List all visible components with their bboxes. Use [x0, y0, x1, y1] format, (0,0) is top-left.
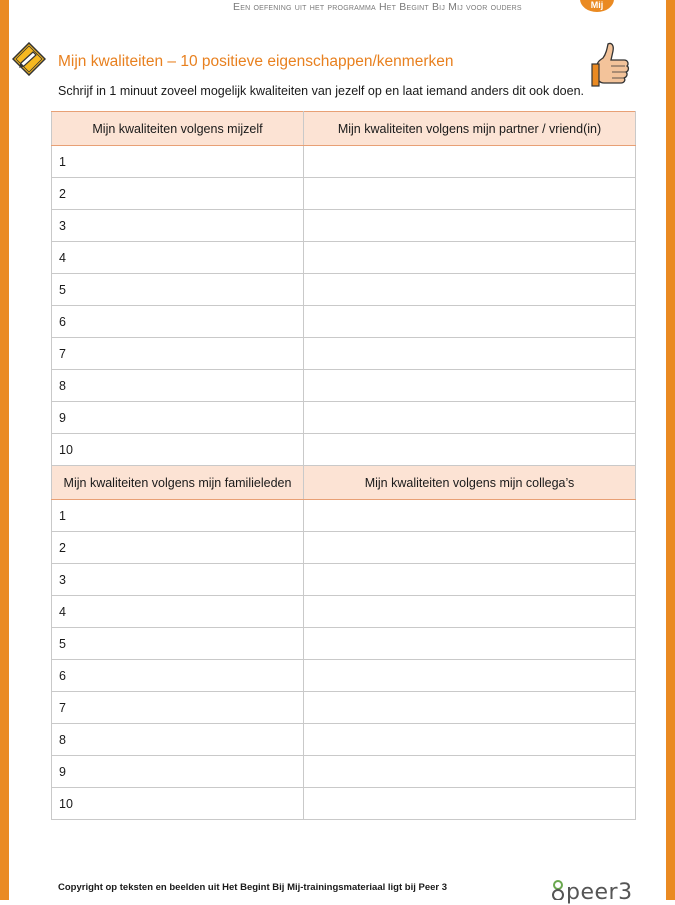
row-number: 1 — [52, 500, 304, 532]
table-row — [52, 306, 636, 338]
row-number: 7 — [52, 692, 304, 724]
table-row — [52, 500, 636, 532]
row-number: 9 — [52, 756, 304, 788]
table-row — [52, 402, 636, 434]
answer-cell[interactable] — [304, 370, 636, 402]
answer-cell[interactable] — [304, 756, 636, 788]
row-number: 7 — [52, 338, 304, 370]
row-number: 5 — [52, 274, 304, 306]
table-row — [52, 756, 636, 788]
page-title: Mijn kwaliteiten – 10 positieve eigenschappen/kenmerken — [58, 53, 454, 70]
table-row — [52, 338, 636, 370]
header-self: Mijn kwaliteiten volgens mijzelf — [52, 112, 304, 146]
table-row — [52, 628, 636, 660]
table-row — [52, 788, 636, 820]
table-row — [52, 596, 636, 628]
answer-cell[interactable] — [304, 274, 636, 306]
table-header-row — [52, 466, 636, 500]
table-row — [52, 146, 636, 178]
peer3-logo-text: peer3 — [566, 880, 633, 905]
answer-cell[interactable] — [304, 210, 636, 242]
row-number: 3 — [52, 564, 304, 596]
answer-cell[interactable] — [304, 242, 636, 274]
row-number: 8 — [52, 370, 304, 402]
row-number: 6 — [52, 306, 304, 338]
answer-cell[interactable] — [304, 628, 636, 660]
header-partner: Mijn kwaliteiten volgens mijn partner / vriend(in) — [304, 112, 636, 146]
qualities-table — [51, 111, 636, 820]
answer-cell[interactable] — [304, 338, 636, 370]
table-header-row — [52, 112, 636, 146]
qualities-table-body — [52, 112, 636, 820]
table-row — [52, 274, 636, 306]
row-number: 6 — [52, 660, 304, 692]
answer-cell[interactable] — [304, 788, 636, 820]
answer-cell[interactable] — [304, 692, 636, 724]
instruction-text: Schrijf in 1 minuut zoveel mogelijk kwaliteiten van jezelf op en laat iemand anders dit ook doen. — [58, 84, 584, 98]
table-row — [52, 434, 636, 466]
answer-cell[interactable] — [304, 532, 636, 564]
row-number: 10 — [52, 788, 304, 820]
answer-cell[interactable] — [304, 724, 636, 756]
table-row — [52, 370, 636, 402]
header-family: Mijn kwaliteiten volgens mijn familieleden — [52, 466, 304, 500]
table-row — [52, 532, 636, 564]
row-number: 4 — [52, 242, 304, 274]
answer-cell[interactable] — [304, 178, 636, 210]
answer-cell[interactable] — [304, 564, 636, 596]
program-header: Een oefening uit het programma Het Begint Bij Mij voor ouders — [233, 1, 522, 13]
row-number: 9 — [52, 402, 304, 434]
table-row — [52, 178, 636, 210]
answer-cell[interactable] — [304, 434, 636, 466]
row-number: 1 — [52, 146, 304, 178]
answer-cell[interactable] — [304, 660, 636, 692]
answer-cell[interactable] — [304, 500, 636, 532]
table-row — [52, 242, 636, 274]
answer-cell[interactable] — [304, 402, 636, 434]
row-number: 2 — [52, 178, 304, 210]
pencil-icon — [12, 42, 46, 76]
copyright-text: Copyright op teksten en beelden uit Het Begint Bij Mij-trainingsmateriaal ligt bij Peer 3 — [58, 882, 448, 893]
right-border-bar — [666, 0, 675, 900]
left-border-bar — [0, 0, 9, 900]
table-row — [52, 210, 636, 242]
row-number: 4 — [52, 596, 304, 628]
row-number: 5 — [52, 628, 304, 660]
row-number: 8 — [52, 724, 304, 756]
table-row — [52, 692, 636, 724]
mij-logo: Mij — [580, 0, 614, 12]
row-number: 3 — [52, 210, 304, 242]
table-row — [52, 564, 636, 596]
answer-cell[interactable] — [304, 306, 636, 338]
row-number: 2 — [52, 532, 304, 564]
table-row — [52, 660, 636, 692]
thumbs-up-icon — [590, 40, 634, 96]
row-number: 10 — [52, 434, 304, 466]
header-colleagues: Mijn kwaliteiten volgens mijn collega’s — [304, 466, 636, 500]
table-row — [52, 724, 636, 756]
answer-cell[interactable] — [304, 596, 636, 628]
answer-cell[interactable] — [304, 146, 636, 178]
